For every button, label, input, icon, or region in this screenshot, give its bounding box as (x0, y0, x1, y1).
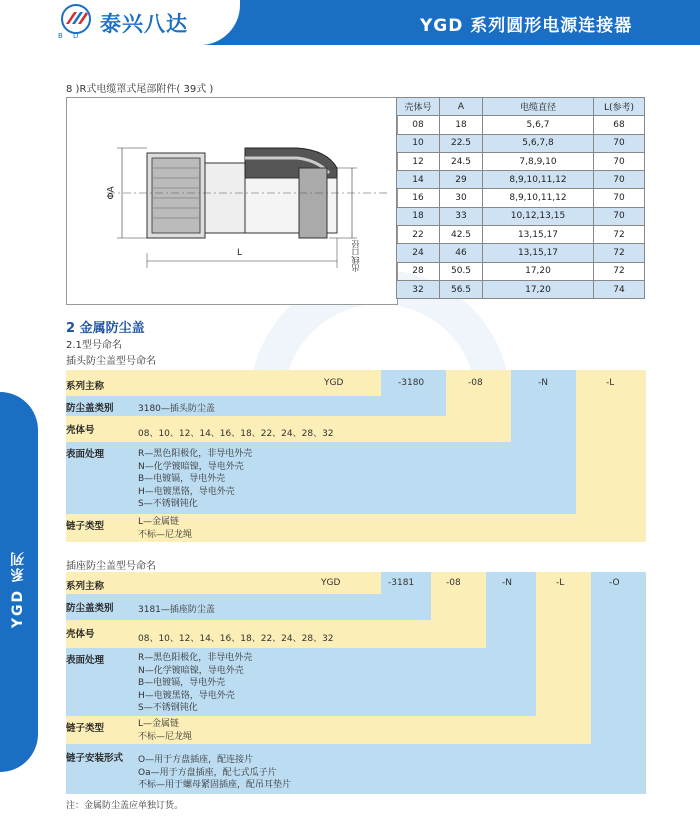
row-text: R—黑色阳极化，非导电外壳 (138, 449, 253, 459)
table-cell: 28 (397, 262, 440, 280)
company-logo-icon (60, 4, 92, 34)
row-text: R—黑色阳极化，非导电外壳 (138, 653, 253, 663)
table-cell: 10,12,13,15 (483, 207, 594, 225)
row-text: N—化学镀暗镍，导电外壳 (138, 665, 244, 676)
col-header: 壳体号 (397, 98, 440, 116)
table-cell: 16 (397, 189, 440, 207)
table-cell: 46 (440, 244, 483, 262)
logo-letters: B D (58, 32, 83, 40)
table-cell: 08 (397, 116, 440, 134)
code: -L (556, 578, 565, 588)
table-cell: 12 (397, 152, 440, 170)
plug-caption: 插头防尘盖型号命名 (66, 356, 156, 367)
code-col (591, 572, 646, 794)
table-row (397, 152, 645, 170)
row-text-block (138, 448, 252, 511)
table-row (397, 207, 645, 225)
row-text: S—不锈钢钝化 (138, 499, 198, 509)
code: -3181 (388, 578, 415, 588)
row-text: H—电镀黑铬，导电外壳 (138, 690, 235, 701)
socket-naming-chart (66, 572, 646, 794)
code: YGD (321, 578, 341, 588)
connector-drawing (66, 97, 398, 305)
row-text: 3180—插头防尘盖 (138, 404, 215, 414)
row-text-block (138, 754, 291, 792)
table-cell: 56.5 (440, 280, 483, 298)
table-cell: 72 (594, 226, 645, 244)
plug-naming-chart (66, 370, 646, 540)
subsection-title: 2.1型号命名 (66, 340, 122, 351)
table-cell: 68 (594, 116, 645, 134)
table-cell: 8,9,10,11,12 (483, 171, 594, 189)
row-label: 链子类型 (66, 521, 105, 532)
dim-label-l: L (237, 248, 243, 258)
row-text-block (138, 516, 192, 541)
code: YGD (324, 378, 344, 388)
dimension-table (396, 97, 645, 299)
row-label: 链子安装形式 (66, 753, 124, 764)
code-col (536, 572, 591, 744)
table-cell: 24 (397, 244, 440, 262)
row-text: S—不锈钢钝化 (138, 703, 198, 713)
page-title: YGD 系列圆形电源连接器 (420, 16, 633, 36)
code: -3180 (398, 378, 425, 388)
table-cell: 14 (397, 171, 440, 189)
logo-area (0, 0, 240, 45)
series-label: 系列主称 (66, 581, 105, 592)
table-cell: 10 (397, 134, 440, 152)
table-cell: 72 (594, 244, 645, 262)
table-row (397, 134, 645, 152)
row-text: B—电镀镉，导电外壳 (138, 678, 226, 688)
row-text-block (138, 718, 192, 743)
row-label: 表面处理 (66, 655, 105, 666)
code-col (511, 370, 576, 514)
series-label: 系列主称 (66, 381, 105, 392)
table-cell: 8,9,10,11,12 (483, 189, 594, 207)
table-cell: 42.5 (440, 226, 483, 244)
table-cell: 18 (440, 116, 483, 134)
table-cell: 70 (594, 171, 645, 189)
code: -L (606, 378, 615, 388)
table-cell: 30 (440, 189, 483, 207)
row-label: 链子类型 (66, 723, 105, 734)
row-label: 壳体号 (66, 425, 95, 436)
col-header: L(参考) (594, 98, 645, 116)
row-text: L—金属链 (138, 517, 180, 527)
code: -N (538, 378, 548, 388)
table-cell: 70 (594, 134, 645, 152)
row-label: 表面处理 (66, 449, 105, 460)
code-col (486, 572, 536, 716)
table-cell: 72 (594, 262, 645, 280)
table-cell: 17,20 (483, 262, 594, 280)
row-text: O—用于方盘插座，配连接片 (138, 755, 254, 765)
row-label: 防尘盖类别 (66, 403, 114, 414)
row-text: L—金属链 (138, 719, 180, 729)
table-header-row (397, 98, 645, 116)
table-cell: 22 (397, 226, 440, 244)
dim-label-cable: 出线口径 (351, 240, 360, 272)
row-text: Oa—用于方盘插座，配七式瓜子片 (138, 767, 277, 778)
table-row (397, 244, 645, 262)
row-text: 08、10、12、14、16、18、22、24、28、32 (138, 429, 334, 439)
row-text: B—电镀镉，导电外壳 (138, 474, 226, 484)
table-cell: 32 (397, 280, 440, 298)
col-header: A (440, 98, 483, 116)
table-cell: 50.5 (440, 262, 483, 280)
table-cell: 70 (594, 207, 645, 225)
table-row (397, 171, 645, 189)
table-row (397, 280, 645, 298)
code: -N (502, 578, 512, 588)
table-cell: 24.5 (440, 152, 483, 170)
row-text: 不标—用于螺母紧固插座，配吊耳垫片 (138, 780, 292, 790)
code-col (576, 370, 646, 542)
table-cell: 18 (397, 207, 440, 225)
table-cell: 29 (440, 171, 483, 189)
row-text: 08、10、12、14、16、18、22、24、28、32 (138, 634, 334, 644)
table-cell: 5,6,7 (483, 116, 594, 134)
row-text: H—电镀黑铬，导电外壳 (138, 486, 235, 497)
col-header: 电缆直径 (483, 98, 594, 116)
table-cell: 17,20 (483, 280, 594, 298)
table-cell: 74 (594, 280, 645, 298)
section-caption: 8 )R式电缆罩式尾部附件( 39式 ) (66, 84, 214, 95)
row-text: N—化学镀暗镍，导电外壳 (138, 461, 244, 472)
connector-diagram-icon (67, 98, 397, 304)
table-cell: 33 (440, 207, 483, 225)
table-cell: 5,6,7,8 (483, 134, 594, 152)
table-row (397, 116, 645, 134)
table-row (397, 226, 645, 244)
row-text: 不标—尼龙绳 (138, 529, 193, 540)
band (66, 716, 536, 744)
code: -O (609, 578, 620, 588)
table-cell: 22.5 (440, 134, 483, 152)
row-text: 3181—插座防尘盖 (138, 605, 215, 615)
side-tab-label: YGD 系列 (10, 550, 26, 629)
code: -08 (468, 378, 483, 388)
section-title: 2 金属防尘盖 (66, 321, 145, 336)
code-col (381, 370, 446, 416)
row-text: 不标—尼龙绳 (138, 731, 193, 742)
table-cell: 70 (594, 189, 645, 207)
table-row (397, 189, 645, 207)
table-cell: 7,8,9,10 (483, 152, 594, 170)
code: -08 (446, 578, 461, 588)
row-label: 壳体号 (66, 629, 95, 640)
table-cell: 70 (594, 152, 645, 170)
row-label: 防尘盖类别 (66, 603, 114, 614)
table-cell: 13,15,17 (483, 244, 594, 262)
table-row (397, 262, 645, 280)
band (66, 648, 486, 716)
brand-name: 泰兴八达 (100, 12, 188, 36)
row-text-block (138, 652, 252, 715)
socket-caption: 插座防尘盖型号命名 (66, 561, 156, 572)
dim-label-phi-a: ΦA (106, 186, 117, 200)
table-cell: 13,15,17 (483, 226, 594, 244)
footnote: 注：金属防尘盖应单独订货。 (66, 801, 184, 811)
